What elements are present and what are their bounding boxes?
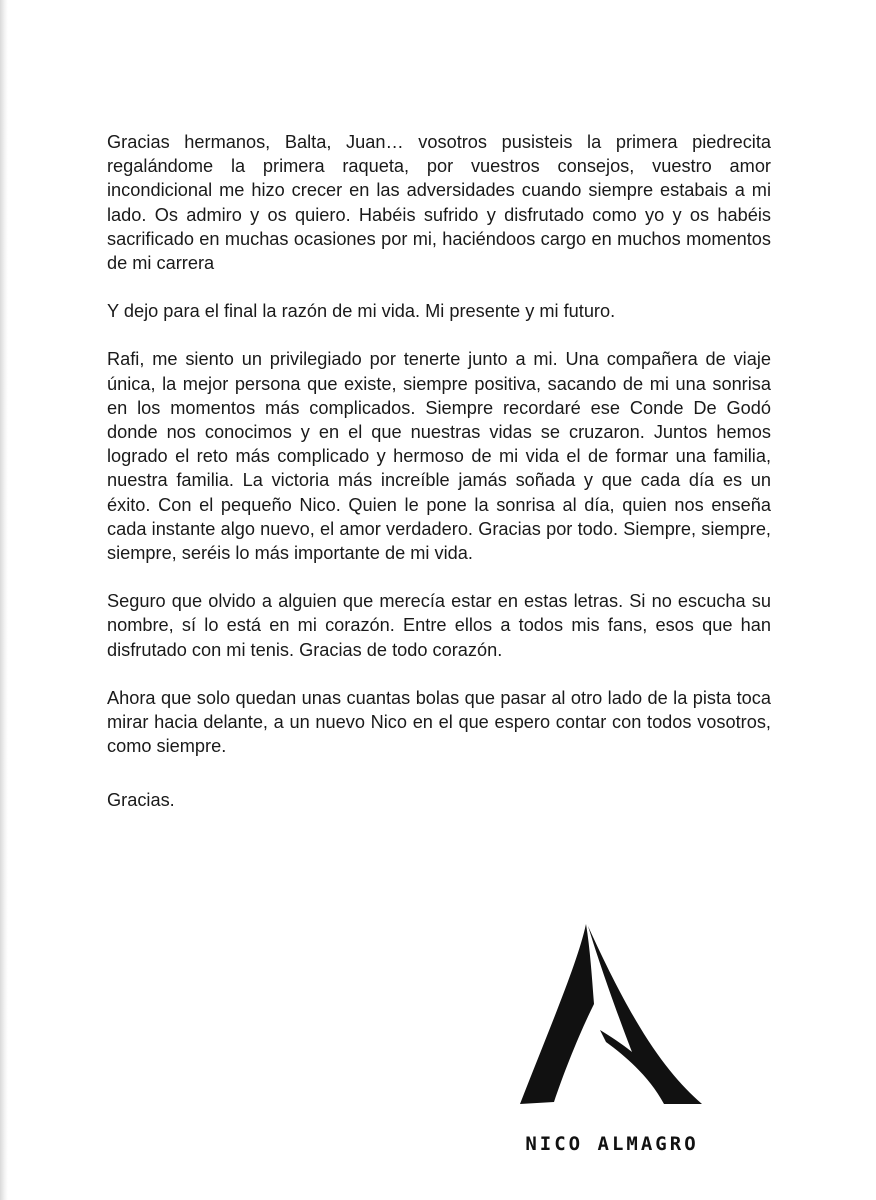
logo-wordmark: NICO ALMAGRO xyxy=(525,1133,699,1155)
paragraph-reason-of-life: Y dejo para el final la razón de mi vida. Mi presente y mi futuro. xyxy=(107,301,616,322)
paragraph-rafi: Rafi, me siento un privilegiado por tenerte junto a mi. Una compañera de viaje única, la mejor persona que existe, siempre positiva, sacando de mi una sonrisa en los momentos más complicados. Siempre recordaré ese Conde De Godó donde nos conocimos y en el que nuestras vidas se cruzaron. Juntos hemos logrado el reto más complicado y hermoso de mi vida el de formar una familia, nuestra familia. La victoria más increíble jamás soñada y que cada día es un éxito. Con el pequeño Nico. Quien le pone la sonrisa al día, quien nos enseña cada instante algo nuevo, el amor verdadero. Gracias por todo. Siempre, siempre, siempre, seréis lo más importante de mi vida. xyxy=(107,349,771,564)
paragraph-fans: Seguro que olvido a alguien que merecía estar en estas letras. Si no escucha su nombre, sí lo está en mi corazón. Entre ellos a todos mis fans, esos que han disfrutado con mi tenis. Gracias de todo corazón. xyxy=(107,591,771,660)
nico-almagro-logo xyxy=(512,922,712,1162)
paragraph-looking-forward: Ahora que solo quedan unas cuantas bolas que pasar al otro lado de la pista toca mirar hacia delante, a un nuevo Nico en el que espero contar con todos vosotros, como siempre. xyxy=(107,687,771,757)
stylized-a-logo-icon xyxy=(518,922,704,1106)
paragraph-brothers: Gracias hermanos, Balta, Juan… vosotros pusisteis la primera piedrecita regalándome la primera raqueta, por vuestros consejos, vuestro amor incondicional me hizo crecer en las adversidades cuando siempre estabais a mi lado. Os admiro y os quiero. Habéis sufrido y disfrutado como yo y os habéis sacrificado en muchas ocasiones por mi, haciéndoos cargo en muchos momentos de mi carrera xyxy=(107,132,771,274)
closing-thanks: Gracias. xyxy=(107,790,175,811)
page-edge-shadow xyxy=(0,0,8,1200)
letter-body xyxy=(107,130,771,837)
